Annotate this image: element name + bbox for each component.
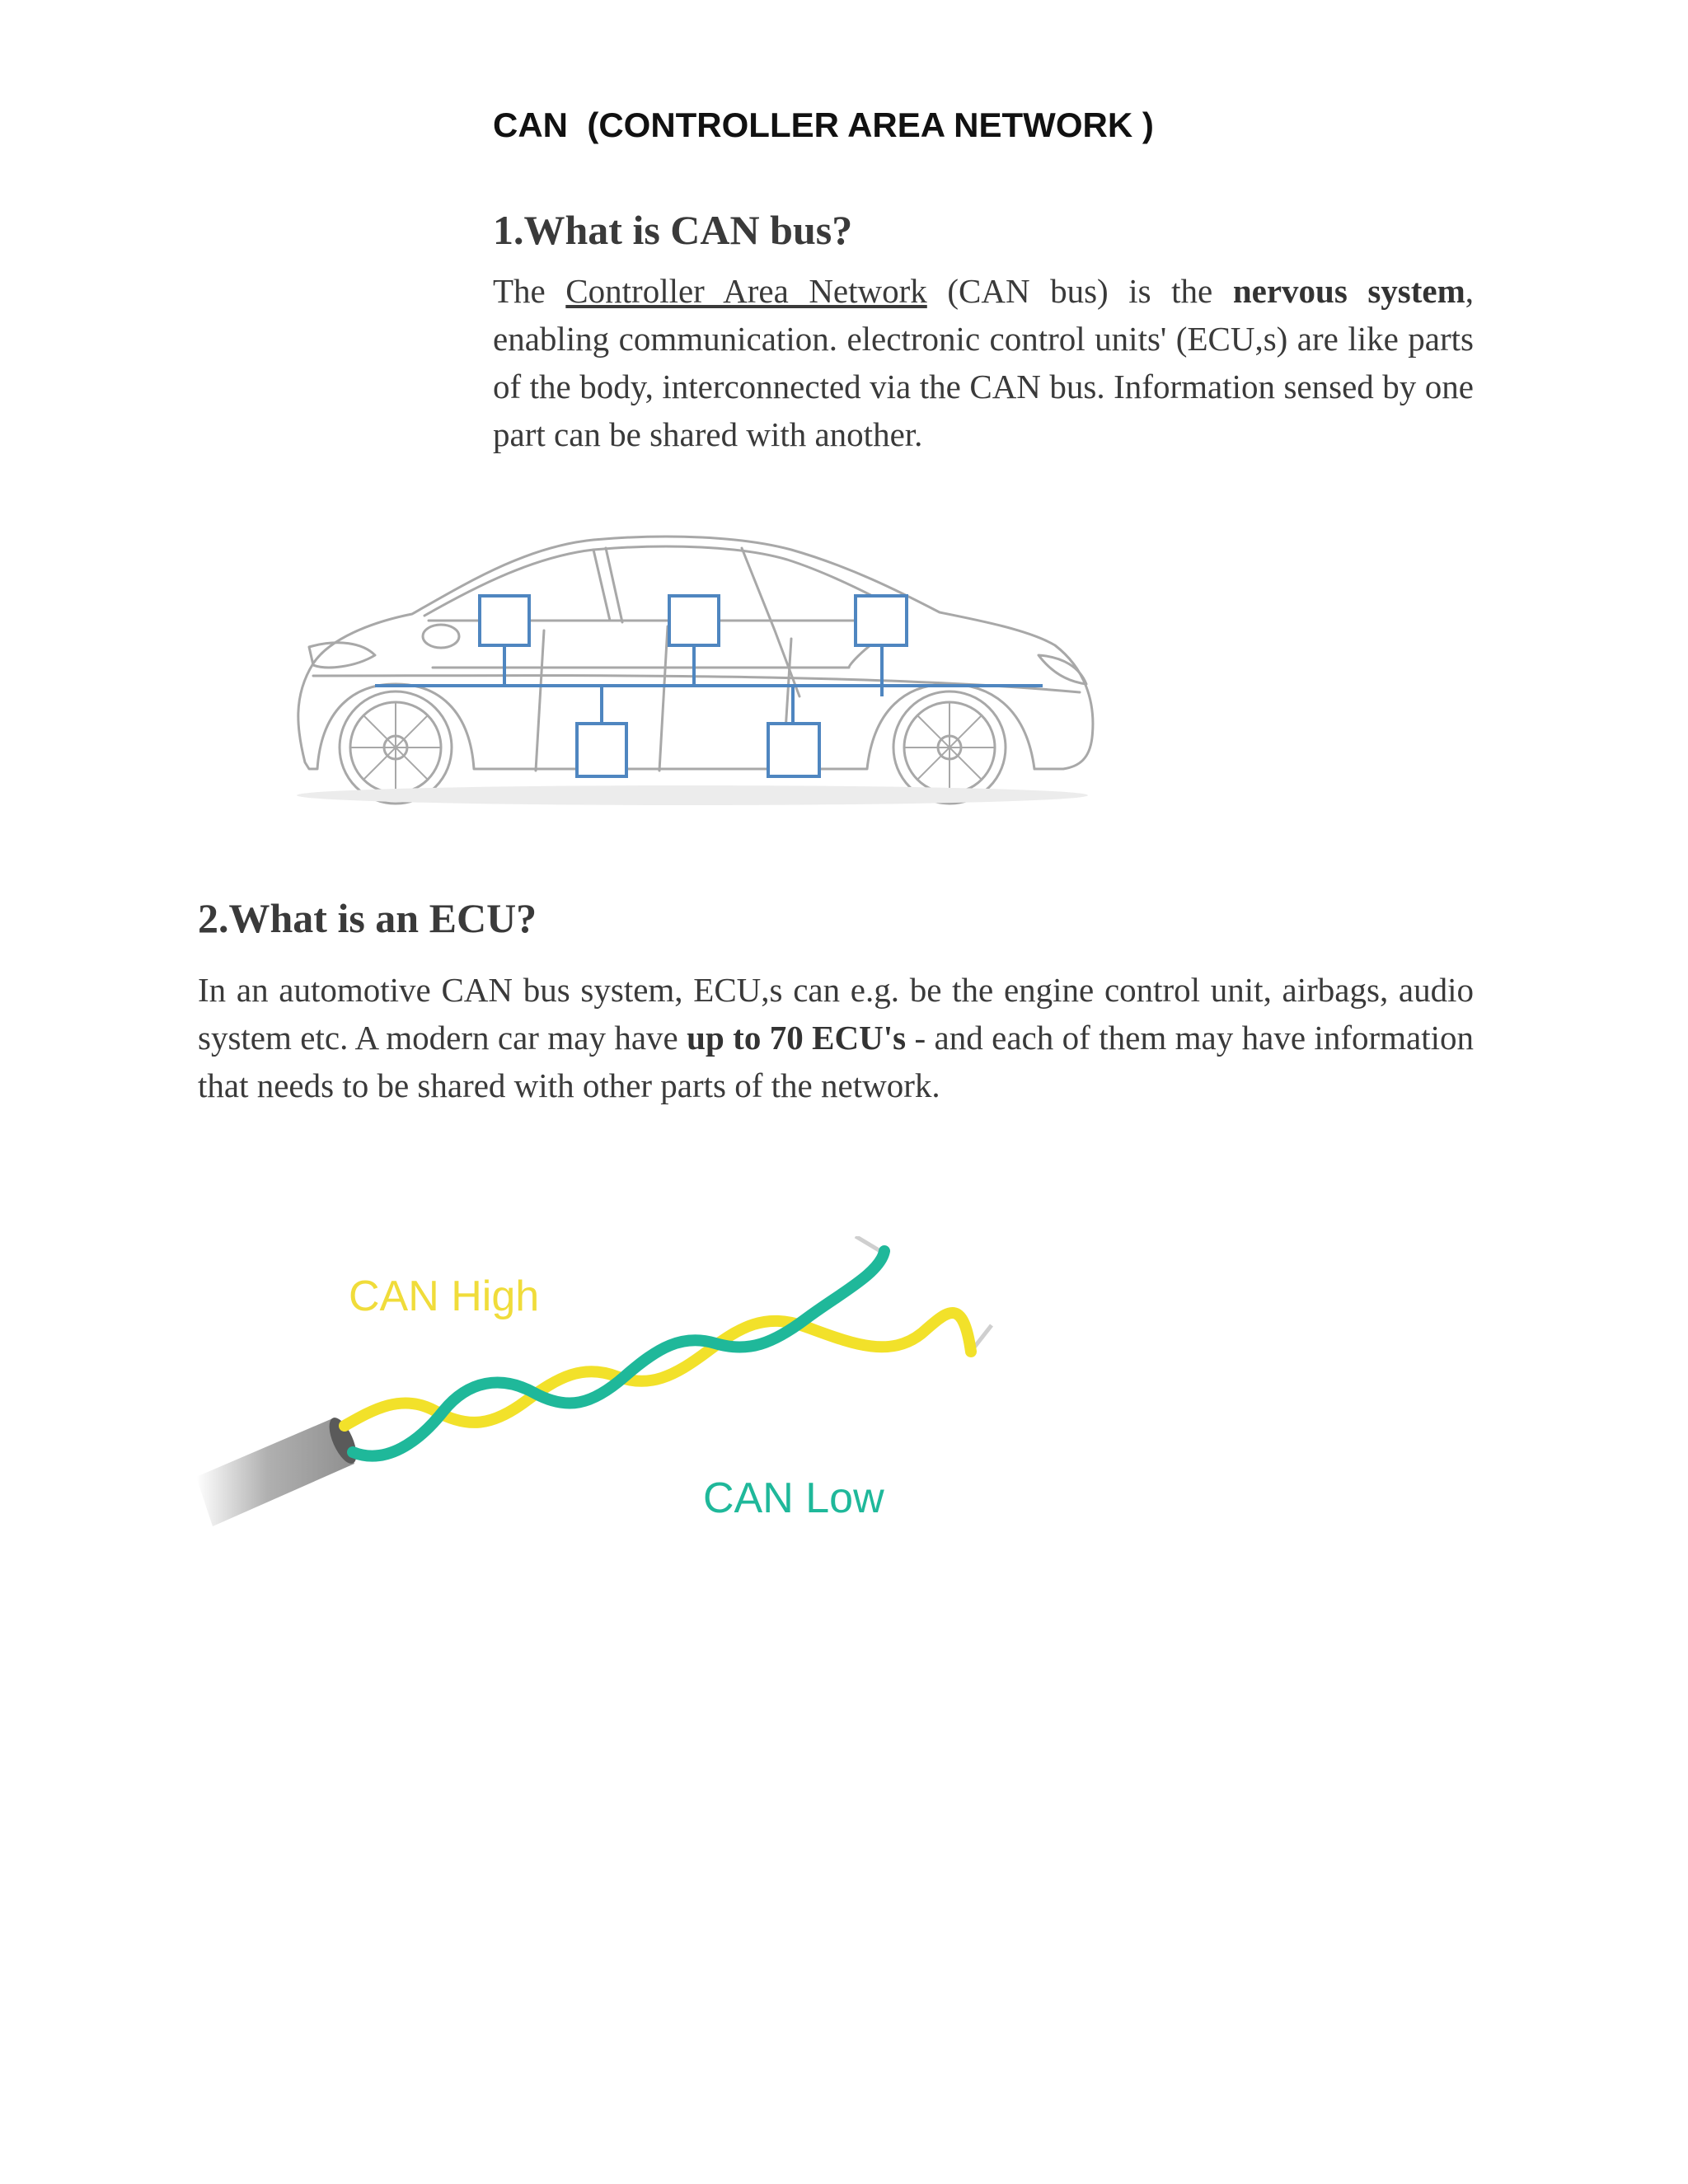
twisted-pair-diagram	[196, 1236, 1020, 1665]
ecu-box	[480, 596, 529, 645]
bold-text: up to 70 ECU's	[687, 1019, 907, 1057]
can-high-label: CAN High	[349, 1272, 540, 1320]
ecu-paragraph	[198, 966, 1474, 1109]
text: , enabling communication. electronic control units' (ECU,s) are like parts of the body, interconnected via the CAN bus. Information sensed by one part can be shared with another.	[493, 272, 1474, 453]
text: - and each of them may have information that needs to be shared with other parts of the network.	[198, 1019, 1474, 1104]
ecu-box	[856, 596, 907, 645]
can-bus-network	[375, 596, 1043, 776]
ecu-box	[669, 596, 719, 645]
text: In an automotive CAN bus system, ECU,s can e.g. be the engine control unit, airbags, audio system etc. A modern car may have	[198, 971, 1474, 1057]
section-heading-can-bus: 1.What is CAN bus?	[493, 207, 853, 253]
wire-tip	[856, 1236, 880, 1251]
ecu-box	[768, 724, 819, 776]
ecu-box	[577, 724, 626, 776]
page-title: CAN (CONTROLLER AREA NETWORK )	[493, 105, 1154, 144]
ground-shadow	[297, 785, 1088, 805]
bold-text: nervous system	[1232, 272, 1465, 310]
section-heading-ecu: 2.What is an ECU?	[198, 895, 537, 941]
controller-area-network-link[interactable]: Controller Area Network	[565, 272, 927, 310]
can-bus-paragraph	[493, 267, 1474, 458]
car-can-bus-diagram	[280, 523, 1137, 816]
text: (CAN bus) is the	[926, 272, 1233, 310]
text: The	[493, 272, 566, 310]
can-low-label: CAN Low	[703, 1474, 884, 1522]
